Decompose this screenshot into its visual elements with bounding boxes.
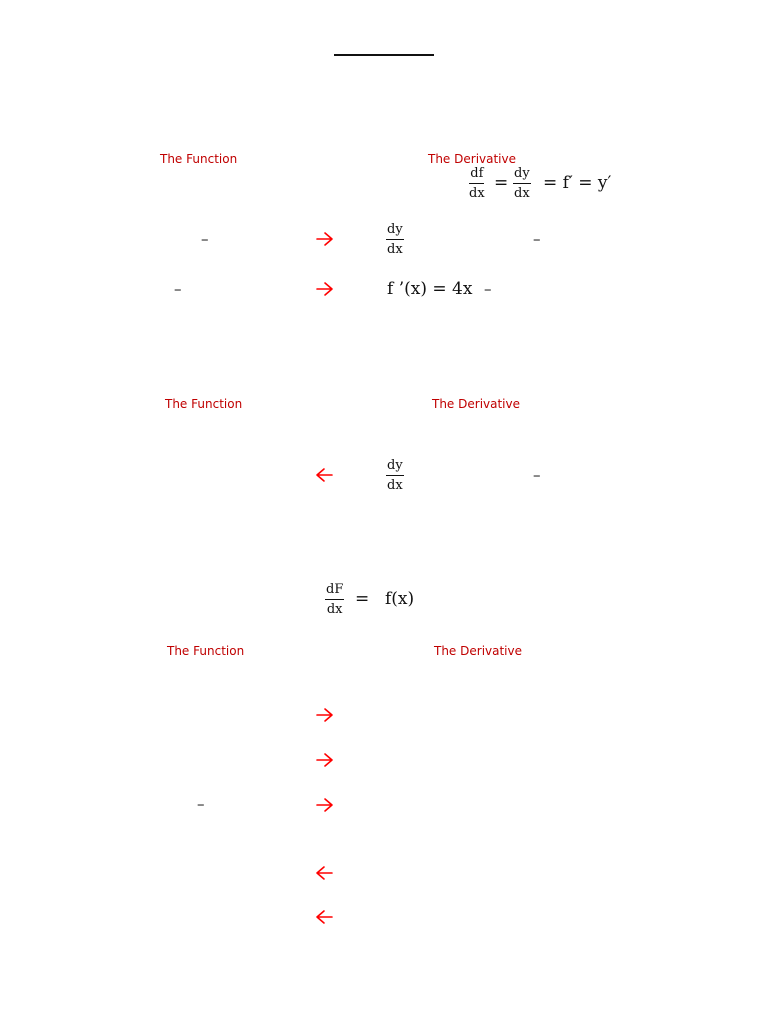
arrow-right-icon bbox=[315, 231, 335, 247]
notation-df-dx: $\frac{df}{dx}$ bbox=[469, 166, 485, 201]
blank-dash: – bbox=[174, 280, 182, 298]
dy-dx-fraction: $\frac{dy}{dx}$ bbox=[387, 222, 403, 257]
function-heading: The Function bbox=[167, 644, 245, 658]
derivative-heading: The Derivative bbox=[428, 152, 517, 166]
arrow-right-icon bbox=[315, 281, 335, 297]
equals-sign: = bbox=[494, 173, 509, 193]
dy-dx-fraction: $\frac{dy}{dx}$ bbox=[387, 458, 403, 493]
arrow-left-icon bbox=[314, 909, 334, 925]
function-f-of-x: f(x) bbox=[385, 589, 415, 609]
derivative-heading: The Derivative bbox=[432, 397, 521, 411]
arrow-right-icon bbox=[315, 752, 335, 768]
function-heading: The Function bbox=[165, 397, 243, 411]
arrow-right-icon bbox=[315, 797, 335, 813]
blank-dash: – bbox=[484, 280, 492, 298]
derivative-heading: The Derivative bbox=[434, 644, 523, 658]
blank-dash: – bbox=[533, 466, 541, 484]
derivative-expression: f ’(x) = 4x bbox=[387, 279, 473, 299]
antiderivative-fraction: $\frac{dF}{dx}$ bbox=[326, 582, 344, 617]
function-heading: The Function bbox=[160, 152, 238, 166]
notation-dy-dx: $\frac{dy}{dx}$ bbox=[514, 166, 530, 201]
title-underline bbox=[334, 54, 434, 56]
notation-prime: = f′ = y′ bbox=[543, 173, 612, 193]
blank-dash: – bbox=[533, 230, 541, 248]
blank-dash: – bbox=[201, 230, 209, 248]
arrow-right-icon bbox=[315, 707, 335, 723]
arrow-left-icon bbox=[314, 467, 334, 483]
equals-sign: = bbox=[355, 589, 370, 609]
arrow-left-icon bbox=[314, 865, 334, 881]
blank-dash: – bbox=[197, 795, 205, 813]
